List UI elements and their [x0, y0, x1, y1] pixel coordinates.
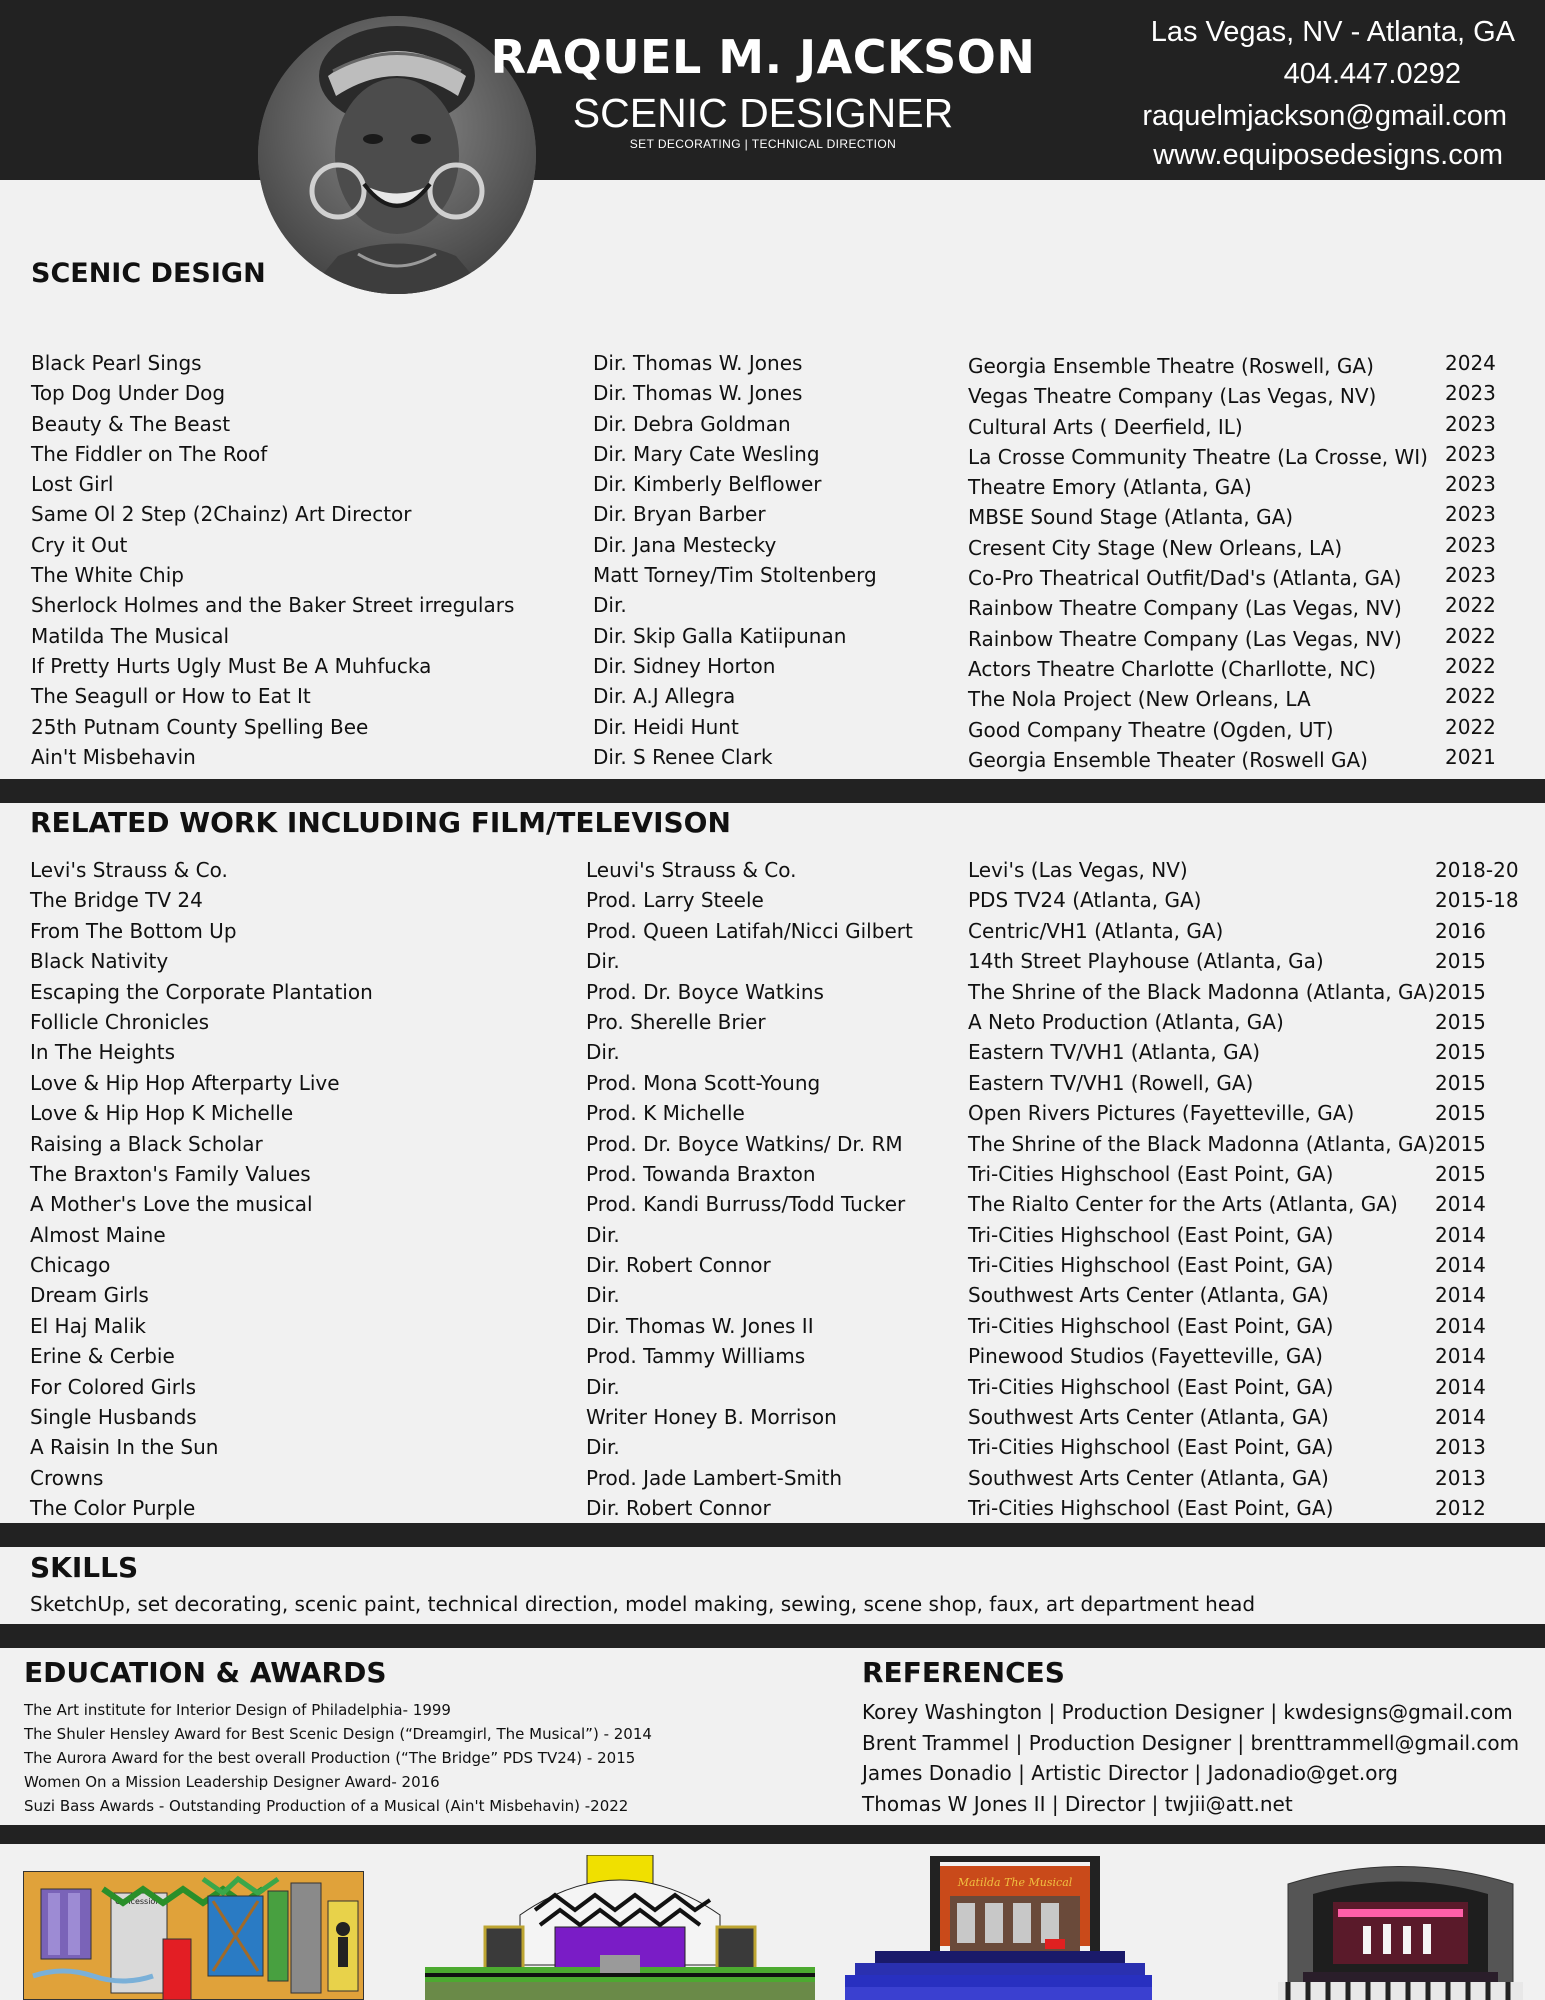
show-director: Dir. S Renee Clark	[593, 744, 773, 769]
show-director: Dir. Debra Goldman	[593, 411, 791, 436]
table-row	[0, 378, 1545, 408]
work-year: 2018-20	[1435, 858, 1519, 882]
work-venue: Southwest Arts Center (Atlanta, GA)	[968, 1405, 1329, 1430]
concessions-sign-text: Concessions	[115, 1897, 165, 1906]
work-producer: Dir.	[586, 1435, 620, 1460]
work-venue: Centric/VH1 (Atlanta, GA)	[968, 918, 1224, 943]
work-title: Chicago	[30, 1253, 111, 1278]
show-year: 2021	[1445, 744, 1496, 769]
show-director: Dir. Bryan Barber	[593, 502, 766, 527]
work-year: 2014	[1435, 1313, 1486, 1338]
work-producer: Prod. Dr. Boyce Watkins/ Dr. RM	[586, 1131, 903, 1156]
work-year: 2015	[1435, 979, 1486, 1004]
work-title: Single Husbands	[30, 1405, 197, 1430]
show-title: The Seagull or How to Eat It	[31, 684, 311, 709]
work-producer: Pro. Sherelle Brier	[586, 1009, 766, 1034]
work-title: The Bridge TV 24	[30, 888, 203, 913]
work-year: 2014	[1435, 1344, 1486, 1369]
show-title: 25th Putnam County Spelling Bee	[31, 714, 369, 739]
work-year: 2015	[1435, 1040, 1486, 1065]
show-title: If Pretty Hurts Ugly Must Be A Muhfucka	[31, 653, 432, 678]
work-producer: Prod. Larry Steele	[586, 888, 764, 913]
work-producer: Dir.	[586, 1040, 620, 1065]
show-year: 2023	[1445, 441, 1496, 466]
work-title: From The Bottom Up	[30, 918, 237, 943]
table-row	[0, 530, 1545, 560]
work-title: In The Heights	[30, 1040, 176, 1065]
show-venue: Co-Pro Theatrical Outfit/Dad's (Atlanta, GA)	[968, 566, 1402, 591]
show-title: Top Dog Under Dog	[31, 381, 226, 406]
table-row	[0, 1068, 1545, 1098]
show-year: 2024	[1445, 351, 1496, 375]
show-title: Ain't Misbehavin	[31, 744, 196, 769]
show-director: Dir. Heidi Hunt	[593, 714, 739, 739]
work-year: 2012	[1435, 1496, 1486, 1521]
references-list	[862, 1697, 1519, 1819]
show-venue: Georgia Ensemble Theatre (Roswell, GA)	[968, 354, 1374, 378]
table-row	[0, 1037, 1545, 1067]
work-producer: Writer Honey B. Morrison	[586, 1405, 837, 1430]
set-rendering-1	[23, 1871, 364, 2000]
show-year: 2023	[1445, 381, 1496, 406]
work-producer: Dir.	[586, 1374, 620, 1399]
contact-location: Las Vegas, NV - Atlanta, GA	[1150, 16, 1515, 48]
work-title: A Mother's Love the musical	[30, 1192, 313, 1217]
show-year: 2022	[1445, 684, 1496, 709]
show-year: 2022	[1445, 714, 1496, 739]
work-producer: Prod. K Michelle	[586, 1101, 745, 1126]
work-venue: 14th Street Playhouse (Atlanta, Ga)	[968, 949, 1324, 974]
list-item: Suzi Bass Awards - Outstanding Production of a Musical (Ain't Misbehavin) -2022	[24, 1797, 629, 1815]
education-heading: EDUCATION & AWARDS	[24, 1656, 387, 1689]
skills-heading: SKILLS	[30, 1551, 139, 1584]
designer-role: SCENIC DESIGNER	[572, 90, 954, 136]
work-producer: Prod. Jade Lambert-Smith	[586, 1465, 843, 1490]
list-item: The Aurora Award for the best overall Production (“The Bridge” PDS TV24) - 2015	[24, 1749, 636, 1767]
work-title: Crowns	[30, 1465, 104, 1490]
work-producer: Prod. Tammy Williams	[586, 1344, 806, 1369]
show-year: 2022	[1445, 593, 1496, 618]
table-row	[0, 977, 1545, 1007]
work-venue: Tri-Cities Highschool (East Point, GA)	[968, 1313, 1334, 1338]
table-row	[0, 1159, 1545, 1189]
work-producer: Dir. Robert Connor	[586, 1496, 771, 1521]
work-year: 2015	[1435, 1101, 1486, 1126]
table-row	[0, 499, 1545, 529]
work-year: 2016	[1435, 918, 1486, 943]
work-venue: The Shrine of the Black Madonna (Atlanta, GA)	[968, 1131, 1435, 1156]
table-row	[0, 1189, 1545, 1219]
table-row	[0, 409, 1545, 439]
table-row	[0, 1341, 1545, 1371]
work-venue: Southwest Arts Center (Atlanta, GA)	[968, 1283, 1329, 1308]
work-title: The Braxton's Family Values	[30, 1161, 311, 1186]
table-row	[0, 439, 1545, 469]
show-director: Dir. Kimberly Belflower	[593, 472, 822, 497]
work-year: 2014	[1435, 1192, 1486, 1217]
work-venue: Levi's (Las Vegas, NV)	[968, 858, 1188, 882]
work-title: Love & Hip Hop K Michelle	[30, 1101, 294, 1126]
work-title: For Colored Girls	[30, 1374, 196, 1399]
work-venue: Eastern TV/VH1 (Rowell, GA)	[968, 1070, 1254, 1095]
show-year: 2023	[1445, 563, 1496, 588]
list-item: Thomas W Jones II | Director | twjii@att.net	[862, 1791, 1293, 1816]
work-venue: Pinewood Studios (Fayetteville, GA)	[968, 1344, 1323, 1369]
work-year: 2014	[1435, 1283, 1486, 1308]
work-venue: The Rialto Center for the Arts (Atlanta, GA)	[968, 1192, 1398, 1217]
show-title: Same Ol 2 Step (2Chainz) Art Director	[31, 502, 412, 527]
table-row	[0, 712, 1545, 742]
list-item: Women On a Mission Leadership Designer Award- 2016	[24, 1773, 440, 1791]
show-director: Dir. Skip Galla Katiipunan	[593, 623, 847, 648]
work-title: Almost Maine	[30, 1222, 166, 1247]
table-row	[0, 560, 1545, 590]
table-row	[0, 1311, 1545, 1341]
section-divider	[0, 1825, 1545, 1844]
table-row	[0, 348, 1545, 378]
show-year: 2022	[1445, 623, 1496, 648]
show-venue: Theatre Emory (Atlanta, GA)	[968, 475, 1252, 500]
table-row	[0, 1402, 1545, 1432]
work-producer: Dir.	[586, 1222, 620, 1247]
work-producer: Dir.	[586, 949, 620, 974]
work-year: 2015	[1435, 1161, 1486, 1186]
table-row	[0, 1280, 1545, 1310]
work-producer: Leuvi's Strauss & Co.	[586, 858, 797, 882]
work-title: Raising a Black Scholar	[30, 1131, 263, 1156]
list-item: The Shuler Hensley Award for Best Scenic Design (“Dreamgirl, The Musical”) - 2014	[24, 1725, 652, 1743]
work-year: 2014	[1435, 1222, 1486, 1247]
table-row	[0, 1129, 1545, 1159]
list-item: Brent Trammel | Production Designer | brenttrammell@gmail.com	[862, 1730, 1520, 1755]
work-venue: Eastern TV/VH1 (Atlanta, GA)	[968, 1040, 1261, 1065]
table-row	[0, 946, 1545, 976]
work-venue: The Shrine of the Black Madonna (Atlanta, GA)	[968, 979, 1435, 1004]
table-row	[0, 1098, 1545, 1128]
work-year: 2015-18	[1435, 888, 1519, 913]
show-year: 2022	[1445, 653, 1496, 678]
show-director: Dir. Jana Mestecky	[593, 532, 777, 557]
show-venue: Cresent City Stage (New Orleans, LA)	[968, 535, 1343, 560]
section-divider	[0, 1523, 1545, 1547]
work-title: Dream Girls	[30, 1283, 149, 1308]
show-title: The Fiddler on The Roof	[31, 441, 268, 466]
show-year: 2023	[1445, 502, 1496, 527]
show-title: Black Pearl Sings	[31, 351, 202, 375]
work-venue: Tri-Cities Highschool (East Point, GA)	[968, 1222, 1334, 1247]
scenic-design-heading: SCENIC DESIGN	[31, 258, 266, 289]
section-divider	[0, 1624, 1545, 1648]
table-row	[0, 742, 1545, 772]
work-year: 2015	[1435, 949, 1486, 974]
show-director: Dir. Thomas W. Jones	[593, 381, 803, 406]
work-venue: Open Rivers Pictures (Fayetteville, GA)	[968, 1101, 1355, 1126]
table-row	[0, 1493, 1545, 1523]
show-title: Beauty & The Beast	[31, 411, 231, 436]
contact-phone[interactable]: 404.447.0292	[1283, 58, 1461, 90]
work-title: Levi's Strauss & Co.	[30, 858, 228, 882]
set-rendering-4	[1278, 1854, 1523, 2000]
show-venue: Actors Theatre Charlotte (Charllotte, NC)	[968, 656, 1377, 681]
show-director: Dir. Mary Cate Wesling	[593, 441, 820, 466]
show-title: The White Chip	[31, 563, 184, 588]
show-venue: Rainbow Theatre Company (Las Vegas, NV)	[968, 626, 1402, 651]
scenic-design-table	[0, 348, 1545, 772]
skills-list: SketchUp, set decorating, scenic paint, technical direction, model making, sewing, scene shop, faux, art department head	[30, 1592, 1256, 1616]
show-venue: Cultural Arts ( Deerfield, IL)	[968, 414, 1243, 439]
show-year: 2023	[1445, 532, 1496, 557]
show-venue: The Nola Project (New Orleans, LA	[968, 687, 1311, 712]
work-title: Black Nativity	[30, 949, 169, 974]
work-producer: Prod. Towanda Braxton	[586, 1161, 816, 1186]
work-year: 2014	[1435, 1405, 1486, 1430]
contact-website[interactable]: www.equiposedesigns.com	[1153, 139, 1503, 171]
show-director: Dir. Sidney Horton	[593, 653, 776, 678]
list-item: The Art institute for Interior Design of Philadelphia- 1999	[24, 1701, 451, 1719]
work-producer: Dir.	[586, 1283, 620, 1308]
show-director: Dir. A.J Allegra	[593, 684, 736, 709]
work-year: 2014	[1435, 1253, 1486, 1278]
work-year: 2015	[1435, 1131, 1486, 1156]
show-venue: Rainbow Theatre Company (Las Vegas, NV)	[968, 596, 1402, 621]
work-year: 2014	[1435, 1374, 1486, 1399]
table-row	[0, 681, 1545, 711]
table-row	[0, 651, 1545, 681]
set-rendering-3	[845, 1851, 1152, 2000]
list-item: Korey Washington | Production Designer | kwdesigns@gmail.com	[862, 1700, 1513, 1724]
work-venue: Tri-Cities Highschool (East Point, GA)	[968, 1435, 1334, 1460]
show-year: 2023	[1445, 472, 1496, 497]
list-item: James Donadio | Artistic Director | Jadonadio@get.org	[862, 1761, 1399, 1785]
work-producer: Prod. Dr. Boyce Watkins	[586, 979, 824, 1004]
work-producer: Dir. Robert Connor	[586, 1253, 771, 1278]
work-producer: Prod. Queen Latifah/Nicci Gilbert	[586, 918, 913, 943]
designer-name: RAQUEL M. JACKSON	[490, 30, 1036, 84]
work-venue: Tri-Cities Highschool (East Point, GA)	[968, 1253, 1334, 1278]
table-row	[0, 1220, 1545, 1250]
work-year: 2015	[1435, 1009, 1486, 1034]
contact-email[interactable]: raquelmjackson@gmail.com	[1142, 100, 1507, 132]
work-producer: Prod. Kandi Burruss/Todd Tucker	[586, 1192, 906, 1217]
table-row	[0, 1463, 1545, 1493]
show-title: Lost Girl	[31, 472, 114, 497]
show-year: 2023	[1445, 411, 1496, 436]
show-venue: Good Company Theatre (Ogden, UT)	[968, 717, 1334, 742]
work-year: 2013	[1435, 1435, 1486, 1460]
table-row	[0, 916, 1545, 946]
work-title: Follicle Chronicles	[30, 1009, 210, 1034]
table-row	[0, 1372, 1545, 1402]
table-row	[0, 1250, 1545, 1280]
work-title: Escaping the Corporate Plantation	[30, 979, 373, 1004]
work-producer: Dir. Thomas W. Jones II	[586, 1313, 814, 1338]
work-venue: PDS TV24 (Atlanta, GA)	[968, 888, 1202, 913]
work-producer: Prod. Mona Scott-Young	[586, 1070, 821, 1095]
work-venue: A Neto Production (Atlanta, GA)	[968, 1009, 1284, 1034]
work-venue: Tri-Cities Highschool (East Point, GA)	[968, 1496, 1334, 1521]
show-director: Dir. Thomas W. Jones	[593, 351, 803, 375]
work-venue: Tri-Cities Highschool (East Point, GA)	[968, 1374, 1334, 1399]
matilda-sign-text: Matilda The Musical	[957, 1876, 1073, 1889]
table-row	[0, 590, 1545, 620]
references-heading: REFERENCES	[862, 1656, 1065, 1689]
set-rendering-2	[425, 1855, 815, 2000]
table-row	[0, 1007, 1545, 1037]
work-venue: Southwest Arts Center (Atlanta, GA)	[968, 1465, 1329, 1490]
table-row	[0, 621, 1545, 651]
work-title: Erine & Cerbie	[30, 1344, 175, 1369]
designer-tagline: SET DECORATING | TECHNICAL DIRECTION	[629, 137, 897, 151]
table-row	[0, 469, 1545, 499]
work-year: 2013	[1435, 1465, 1486, 1490]
work-year: 2015	[1435, 1070, 1486, 1095]
education-list	[24, 1698, 652, 1818]
related-work-table	[0, 855, 1545, 1524]
show-venue: La Crosse Community Theatre (La Crosse, WI)	[968, 444, 1428, 469]
related-work-heading: RELATED WORK INCLUDING FILM/TELEVISON	[30, 806, 731, 839]
table-row	[0, 1432, 1545, 1462]
show-director: Dir.	[593, 593, 627, 618]
section-divider	[0, 779, 1545, 803]
show-title: Cry it Out	[31, 532, 128, 557]
show-venue: Georgia Ensemble Theater (Roswell GA)	[968, 747, 1368, 772]
show-director: Matt Torney/Tim Stoltenberg	[593, 563, 877, 588]
show-title: Sherlock Holmes and the Baker Street irregulars	[31, 593, 515, 618]
work-title: A Raisin In the Sun	[30, 1435, 219, 1460]
show-venue: Vegas Theatre Company (Las Vegas, NV)	[968, 384, 1377, 409]
work-title: El Haj Malik	[30, 1313, 146, 1338]
show-venue: MBSE Sound Stage (Atlanta, GA)	[968, 505, 1294, 530]
table-row	[0, 885, 1545, 915]
show-title: Matilda The Musical	[31, 623, 230, 648]
work-title: Love & Hip Hop Afterparty Live	[30, 1070, 340, 1095]
work-venue: Tri-Cities Highschool (East Point, GA)	[968, 1161, 1334, 1186]
table-row	[0, 855, 1545, 885]
work-title: The Color Purple	[30, 1496, 196, 1521]
